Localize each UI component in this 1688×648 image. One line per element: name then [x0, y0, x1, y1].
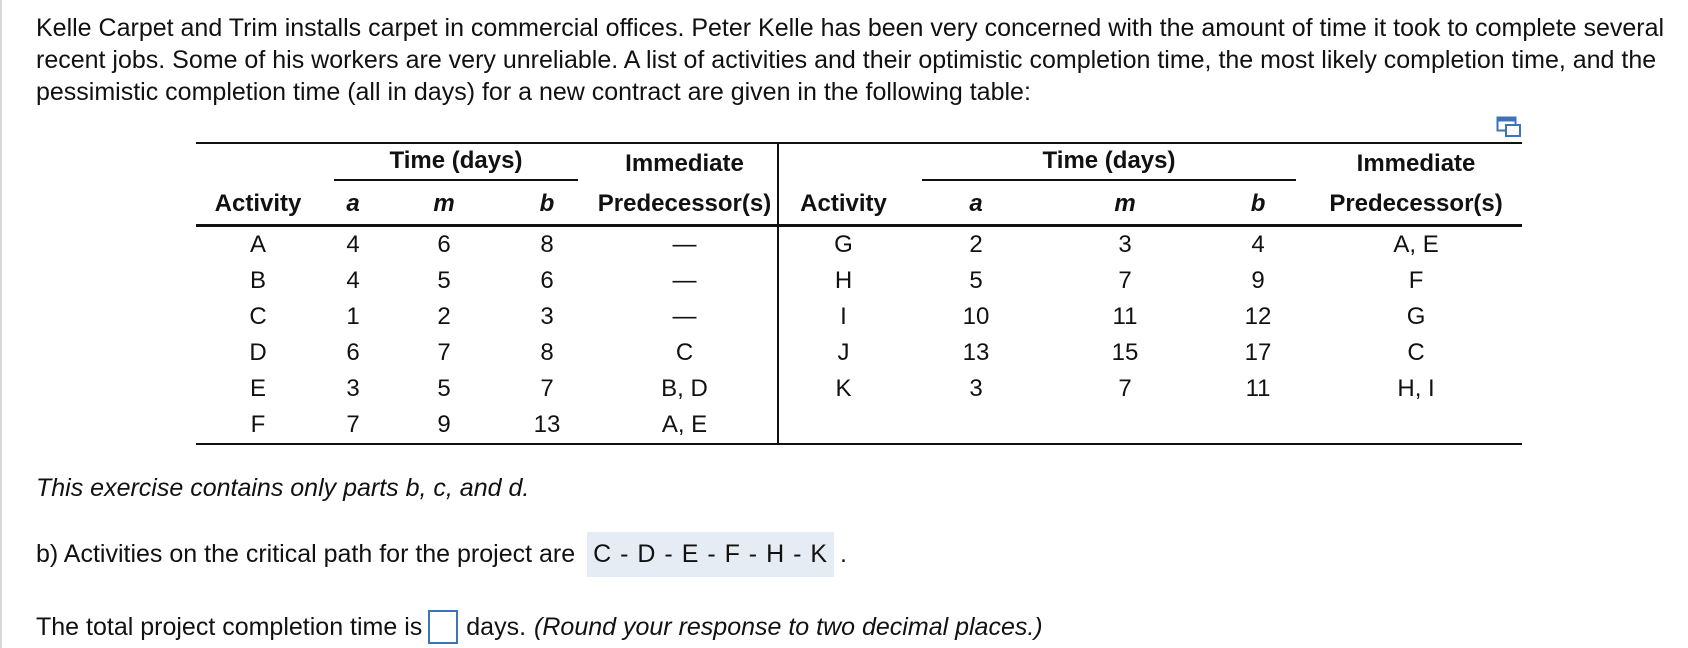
total-time-line	[36, 610, 1043, 644]
table-row	[196, 371, 1522, 407]
header-predecessor-right-2: Predecessor(s)	[1310, 184, 1522, 226]
table-row	[196, 299, 1522, 335]
cell-m: 7	[437, 339, 451, 366]
cell-predecessor: G	[1406, 303, 1426, 330]
cell-m	[1044, 407, 1206, 444]
cell-activity: C	[249, 303, 267, 330]
cell-activity: D	[249, 339, 267, 366]
cell-predecessor: H, I	[1397, 375, 1435, 402]
cell-b: 8	[540, 339, 554, 366]
cell-a: 13	[962, 339, 990, 366]
header-spacer	[778, 143, 908, 184]
cell-m: 5	[437, 267, 451, 294]
table-row	[196, 335, 1522, 371]
cell-m: 11	[1112, 303, 1138, 330]
cell-a: 3	[346, 375, 360, 402]
table-row	[196, 226, 1522, 264]
header-b-left: b	[502, 184, 592, 226]
cell-b: 3	[540, 303, 554, 330]
cell-predecessor: A, E	[592, 407, 778, 444]
cell-b: 6	[540, 267, 554, 294]
cell-a: 5	[969, 267, 983, 294]
rounding-hint: (Round your response to two decimal places.)	[534, 612, 1043, 641]
part-b-period: .	[840, 539, 847, 568]
cell-m: 6	[437, 231, 451, 258]
part-b-line	[36, 530, 847, 578]
cell-predecessor: C	[1407, 339, 1425, 366]
cell-predecessor: —	[592, 226, 778, 264]
cell-b: 8	[540, 231, 554, 258]
cell-b: 9	[1251, 267, 1265, 294]
header-m-right: m	[1044, 184, 1206, 226]
cell-predecessor: A, E	[1393, 231, 1439, 258]
cell-activity: H	[834, 267, 853, 294]
header-activity-right: Activity	[778, 184, 908, 226]
cell-activity: K	[835, 375, 852, 402]
header-a-left: a	[320, 184, 386, 226]
header-time-group-left: Time (days)	[320, 143, 592, 184]
part-b-prompt: b) Activities on the critical path for the project are	[36, 539, 576, 568]
cell-a: 6	[346, 339, 360, 366]
cell-m: 15	[1111, 339, 1139, 366]
cell-activity	[778, 407, 908, 444]
header-m-left: m	[386, 184, 502, 226]
cell-activity: B	[249, 267, 266, 294]
cell-a: 3	[969, 375, 983, 402]
cell-activity: F	[196, 407, 320, 444]
header-predecessor-left-2: Predecessor(s)	[592, 184, 778, 226]
cell-a: 2	[969, 231, 983, 258]
cell-b: 12	[1244, 303, 1272, 330]
cell-b	[1206, 407, 1310, 444]
header-spacer	[196, 143, 320, 184]
cell-b: 11	[1245, 375, 1271, 402]
cell-predecessor: C	[592, 335, 778, 371]
header-b-right: b	[1206, 184, 1310, 226]
cell-activity: E	[249, 375, 266, 402]
cell-a: 1	[346, 303, 360, 330]
exercise-note: This exercise contains only parts b, c, and d.	[36, 474, 530, 502]
cell-a: 7	[320, 407, 386, 444]
critical-path-answer: C - D - E - F - H - K	[587, 532, 834, 577]
cell-b: 4	[1251, 231, 1265, 258]
cell-m: 7	[1118, 267, 1132, 294]
cell-predecessor	[1310, 407, 1522, 444]
header-a-right: a	[908, 184, 1044, 226]
cell-activity: A	[249, 231, 266, 258]
cell-b: 13	[502, 407, 592, 444]
activity-table	[196, 142, 1522, 445]
cell-predecessor: —	[592, 299, 778, 335]
header-predecessor-left-1: Immediate	[592, 143, 778, 184]
cell-activity: G	[834, 231, 853, 258]
total-time-input[interactable]	[428, 610, 458, 644]
cell-m: 3	[1118, 231, 1132, 258]
cell-a	[908, 407, 1044, 444]
cell-a: 4	[346, 231, 360, 258]
cell-activity: I	[840, 303, 847, 330]
cell-m: 9	[386, 407, 502, 444]
total-time-prompt: The total project completion time is	[36, 612, 423, 641]
cell-m: 2	[437, 303, 451, 330]
problem-statement: Kelle Carpet and Trim installs carpet in commercial offices. Peter Kelle has been very concerned with the amount of time it took to complete several recent jobs. Some of his workers are very unreliable. A list of activities and their optimistic completion time, the most likely completion time, and the pessimistic completion time (all in days) for a new contract are given in the following table:	[36, 14, 1665, 106]
header-time-group-right: Time (days)	[908, 143, 1310, 184]
cell-m: 7	[1118, 375, 1132, 402]
table-row	[196, 407, 1522, 444]
table-row	[196, 263, 1522, 299]
cell-a: 10	[962, 303, 990, 330]
cell-a: 4	[346, 267, 360, 294]
cell-predecessor: B, D	[592, 371, 778, 407]
popout-table-icon[interactable]	[1496, 116, 1522, 138]
cell-predecessor: —	[592, 263, 778, 299]
cell-activity: J	[837, 339, 850, 366]
cell-b: 17	[1244, 339, 1272, 366]
cell-predecessor: F	[1408, 267, 1424, 294]
header-predecessor-right-1: Immediate	[1310, 143, 1522, 184]
left-border	[0, 0, 2, 648]
total-time-unit: days.	[466, 612, 527, 641]
cell-m: 5	[437, 375, 451, 402]
header-activity-left: Activity	[196, 184, 320, 226]
cell-b: 7	[540, 375, 554, 402]
